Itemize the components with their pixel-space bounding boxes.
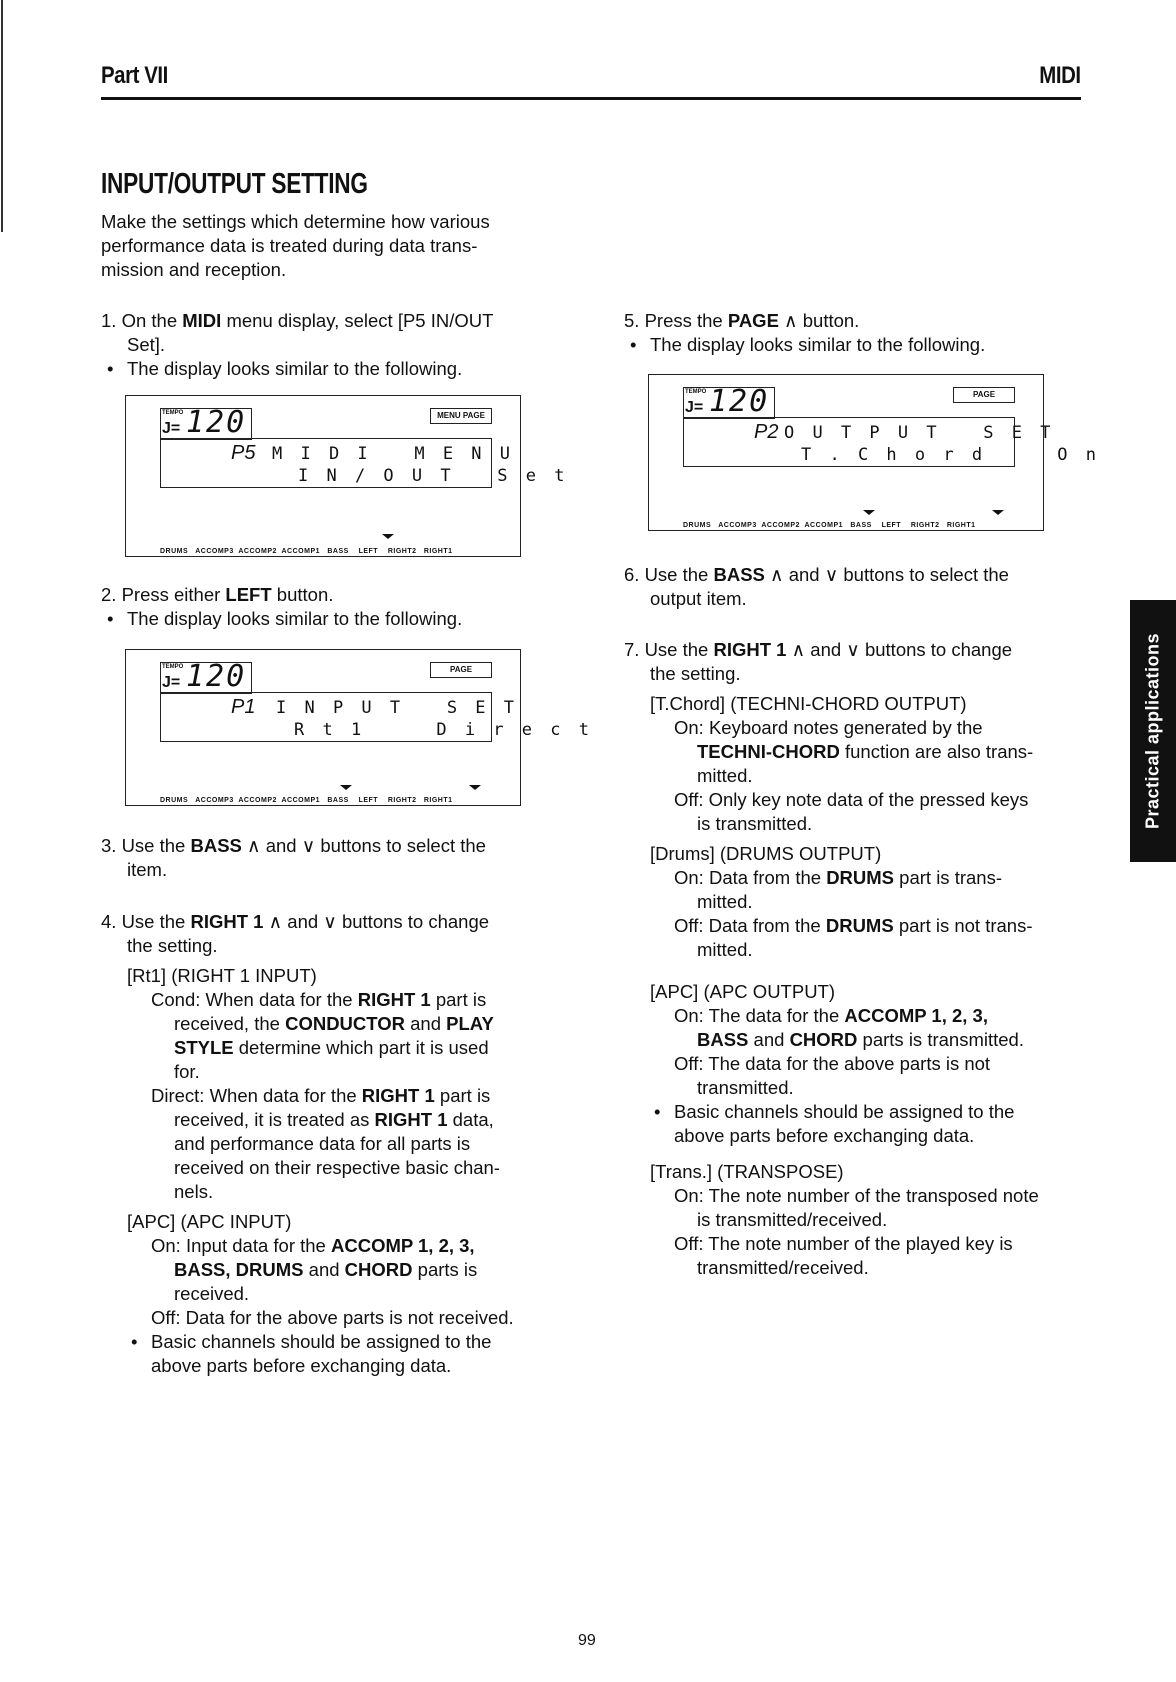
page-indicator: PAGE xyxy=(953,387,1015,403)
section-tab: Practical applications xyxy=(1130,600,1176,862)
part-label: Part VII xyxy=(101,62,168,89)
down-arrow-icon xyxy=(863,510,875,515)
step-5: 5. Press the PAGE ∧ button. • The display looks similar to the following. xyxy=(624,309,1084,357)
page-title: INPUT/OUTPUT SETTING xyxy=(101,168,368,200)
intro-text: Make the settings which determine how various performance data is treated during data trans- mission and reception. xyxy=(101,211,490,280)
step-1: 1. On the MIDI menu display, select [P5 IN/OUT Set]. • The display looks similar to the following. xyxy=(101,309,561,381)
lcd-display-1: TEMPO J= 120 MENU PAGE P5 M I D I M E N U I N / O U T S e t DRUMS ACCOMP3 ACCOMP2 ACCOMP1 BASS LEFT RIGHT2 RIGHT1 xyxy=(125,395,521,557)
lcd-display-2: TEMPO J= 120 PAGE P1 I N P U T S E T R t 1 D i r e c t DRUMS ACCOMP3 ACCOMP2 ACCOMP1 BASS LEFT RIGHT2 RIGHT1 xyxy=(125,649,521,806)
step-6: 6. Use the BASS ∧ and ∨ buttons to select the output item. xyxy=(624,564,1009,609)
step-2: 2. Press either LEFT button. • The display looks similar to the following. xyxy=(101,583,561,631)
down-arrow-icon xyxy=(992,510,1004,515)
step-4: 4. Use the RIGHT 1 ∧ and ∨ buttons to change the setting. [Rt1] (RIGHT 1 INPUT) Cond: When data for the RIGHT 1 part is received, the CONDUCTOR and PLAY STYLE determine which part it is used for. Direct: When data for the RIGHT 1 part is received, it is treated as RIGHT 1 data, and performance data for all parts is received on their respective basic chan- nels. [APC] (APC INPUT) On: Input data for the ACCOMP 1, 2, 3, BASS, DRUMS and CHORD parts is received. Off: Data for the above parts is not received. • Basic channels should be assigned to the above parts before exchanging data. xyxy=(101,910,561,1378)
page-indicator: PAGE xyxy=(430,662,492,678)
section-label: MIDI xyxy=(1039,62,1081,89)
down-arrow-icon xyxy=(469,785,481,790)
down-arrow-icon xyxy=(382,534,394,539)
margin-mark xyxy=(1,0,3,232)
step-7: 7. Use the RIGHT 1 ∧ and ∨ buttons to change the setting. [T.Chord] (TECHNI-CHORD OUTPUT) On: Keyboard notes generated by the TECHNI-CHORD function are also trans- mitted. Off: Only key note data of the pressed keys is transmitted. [Drums] (DRUMS OUTPUT) On: Data from the DRUMS part is trans- mitted. Off: Data from the DRUMS part is not trans- mitted. [APC] (APC OUTPUT) On: The data for the ACCOMP 1, 2, 3, BASS and CHORD parts is transmitted. Off: The data for the above parts is not transmitted. • Basic channels should be assigned to the above parts before exchanging data. [Trans.] (TRANSPOSE) On: The note number of the transposed note is transmitted/received. Off: The note number of the played key is transmitted/received. xyxy=(624,638,1084,1280)
lcd-display-3: TEMPO J= 120 PAGE P2 O U T P U T S E T T . C h o r d O n DRUMS ACCOMP3 ACCOMP2 ACCOMP1 BASS LEFT RIGHT2 RIGHT1 xyxy=(648,374,1044,531)
page-number: 99 xyxy=(578,1632,596,1649)
step-3: 3. Use the BASS ∧ and ∨ buttons to select the item. xyxy=(101,835,486,880)
page-indicator: MENU PAGE xyxy=(430,408,492,424)
down-arrow-icon xyxy=(340,785,352,790)
header-rule xyxy=(101,97,1081,100)
